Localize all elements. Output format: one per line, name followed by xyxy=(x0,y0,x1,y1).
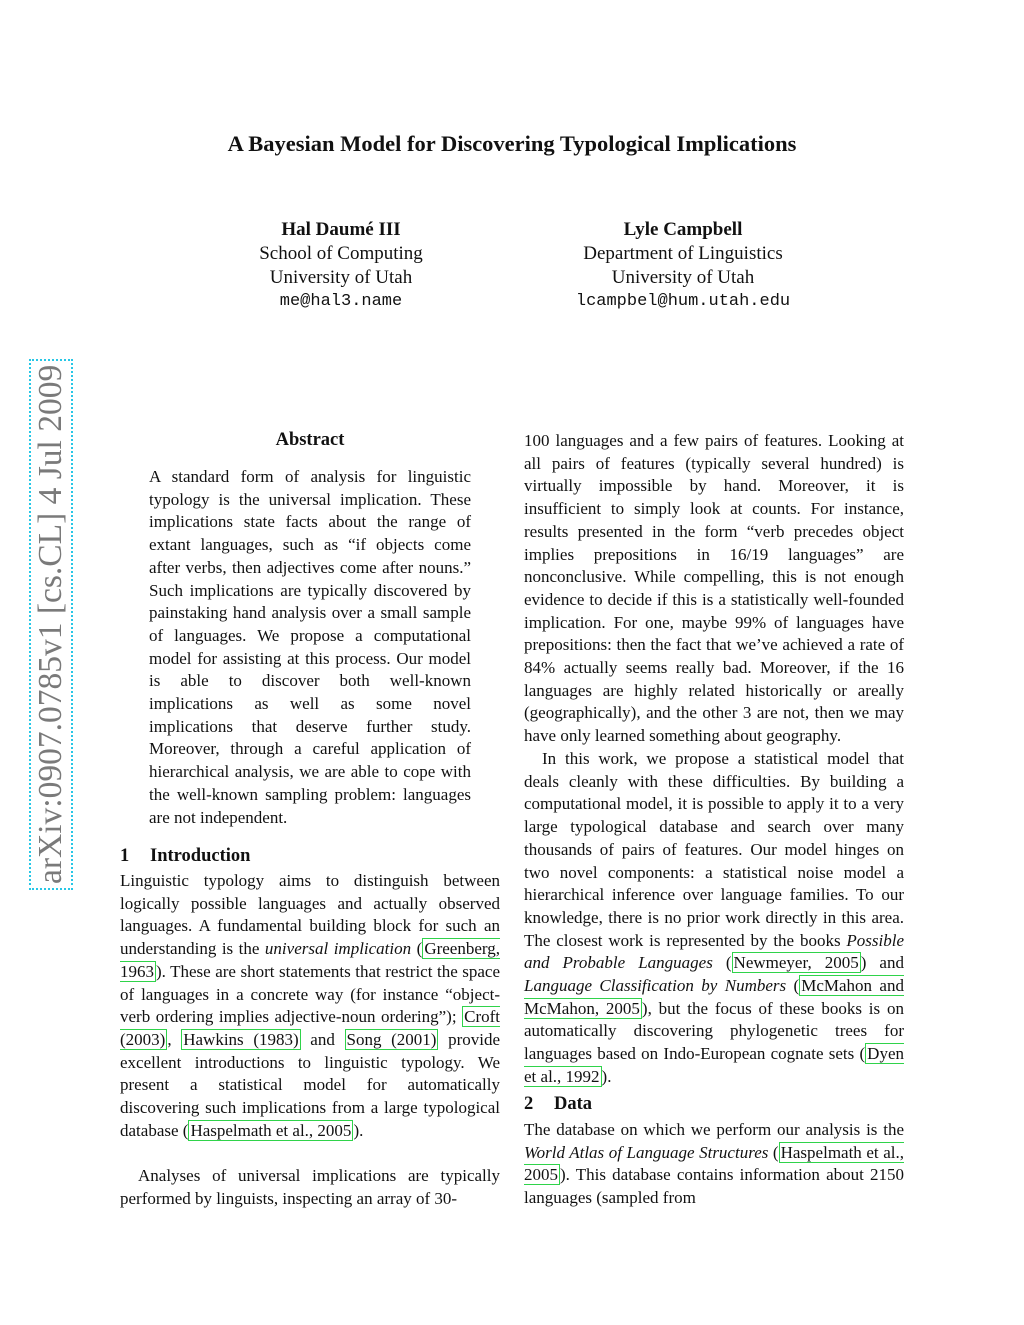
section-number: 1 xyxy=(120,846,130,866)
text-run: ), but the focus of these books is on automatically discovering phylogenetic trees for languages based on Indo-European cognate sets ( xyxy=(524,998,904,1064)
citation-link[interactable]: Song (2001) xyxy=(346,1029,437,1049)
citation-link[interactable]: Croft (2003) xyxy=(120,1007,500,1049)
author-block xyxy=(523,218,843,314)
abstract-heading: Abstract xyxy=(275,430,345,450)
text-run: ( xyxy=(786,976,800,996)
citation-link[interactable]: Dyen et al., 1992 xyxy=(524,1044,904,1086)
body-paragraph xyxy=(524,748,904,1089)
section-heading-introduction xyxy=(120,844,250,868)
citation-link[interactable]: Hawkins (1983) xyxy=(183,1029,299,1049)
section-title: Introduction xyxy=(150,846,251,866)
text-run: ( xyxy=(411,939,423,959)
text-run: ). These are short statements that restrict the space of languages in a concrete way (for instance “object-verb ordering implies adjective-noun ordering”); xyxy=(120,961,500,1027)
author-department: School of Computing xyxy=(259,243,423,264)
citation-link[interactable]: Haspelmath et al., 2005 xyxy=(190,1120,352,1140)
emphasis-term: Possible and Probable Languages xyxy=(524,930,904,973)
text-run: ). This database contains information about 2150 languages (sampled from xyxy=(524,1165,904,1208)
text-run: The database on which we perform our analysis is the xyxy=(524,1120,904,1139)
author-university: University of Utah xyxy=(269,267,413,288)
section-number: 2 xyxy=(524,1094,534,1114)
section-title: Data xyxy=(554,1094,593,1114)
citation-link[interactable]: McMahon and McMahon, 2005 xyxy=(524,976,904,1018)
author-email: me@hal3.name xyxy=(279,292,403,311)
arxiv-identifier[interactable]: arXiv:0907.0785v1 [cs.CL] 4 Jul 2009 xyxy=(29,359,73,890)
text-run: and xyxy=(300,1029,345,1049)
citation-link[interactable]: Newmeyer, 2005 xyxy=(733,953,859,973)
intro-paragraph: Analyses of universal implications are typically performed by linguists, inspecting an array of 30- xyxy=(120,1166,500,1208)
section-heading-data xyxy=(524,1092,592,1116)
text-run: , xyxy=(167,1029,182,1049)
author-name: Hal Daumé III xyxy=(281,219,401,240)
abstract-text: A standard form of analysis for linguistic typology is the universal implication. These implications state facts about the range of extant languages, such as “if objects come after verbs, then adjectives come after nouns.” Such implications are typically discovered by painstaking hand analysis over a small sample of languages. We propose a computational model for assisting at this process. Our model is able to discover both well-known implications as well as some novel implications that deserve further study. Moreover, through a careful application of hierarchical analysis, we are able to cope with the well-known sampling problem: languages are not independent. xyxy=(149,467,471,827)
text-run: Linguistic typology aims to distinguish between logically possible languages and actually observed languages. A fundamental building block for such an understanding is the xyxy=(120,871,500,959)
author-block xyxy=(181,218,501,314)
data-paragraph xyxy=(524,1119,904,1210)
emphasis-term: World Atlas of Language Structures xyxy=(524,1142,769,1162)
author-email: lcampbel@hum.utah.edu xyxy=(575,292,791,311)
intro-paragraph xyxy=(120,870,500,1142)
emphasis-term: universal implication xyxy=(264,939,412,959)
paper-title: A Bayesian Model for Discovering Typological Implications xyxy=(227,131,797,156)
emphasis-term: Language Classification by Numbers xyxy=(524,976,787,996)
text-run: In this work, we propose a statistical model that deals cleanly with these difficulties. By building a computational model, it is possible to apply it to a very large typological database and search over many thousands of pairs of features. Our model hinges on two novel components: a statistical noise model a hierarchical inference over language families. To our knowledge, there is no prior work directly in this area. The closest work is represented by the books xyxy=(524,749,904,950)
text-run: ( xyxy=(712,953,732,973)
text-run: ) and xyxy=(860,953,904,973)
text-run: ( xyxy=(768,1142,779,1162)
text-run: provide excellent introductions to linguistic typology. We present a statistical model for automatically discovering such implications from a large typological database ( xyxy=(120,1029,501,1140)
citation-link[interactable]: Greenberg, 1963 xyxy=(120,939,500,981)
citation-link[interactable]: Haspelmath et al., 2005 xyxy=(524,1142,904,1185)
author-university: University of Utah xyxy=(611,267,755,288)
author-name: Lyle Campbell xyxy=(623,219,743,240)
author-department: Department of Linguistics xyxy=(583,243,783,264)
body-paragraph: 100 languages and a few pairs of features. Looking at all pairs of features (typically several hundred) is virtually impossible by hand. Moreover, it is insufficient to simply look at counts. For instance, results presented in the form “verb precedes object implies prepositions in 16/19 languages” are nonconclusive. While compelling, this is not enough evidence to decide if this is a statistically well-founded implication. For one, maybe 99% of languages have prepositions: then the fact that we’ve achieved a rate of 84% actually seems really bad. Moreover, if the 16 languages are highly related historically or areally (geographically), and the other 3 are not, then we may have only learned something about geography. xyxy=(524,431,904,746)
text-run: ). xyxy=(353,1120,364,1140)
text-run: ). xyxy=(601,1066,612,1086)
